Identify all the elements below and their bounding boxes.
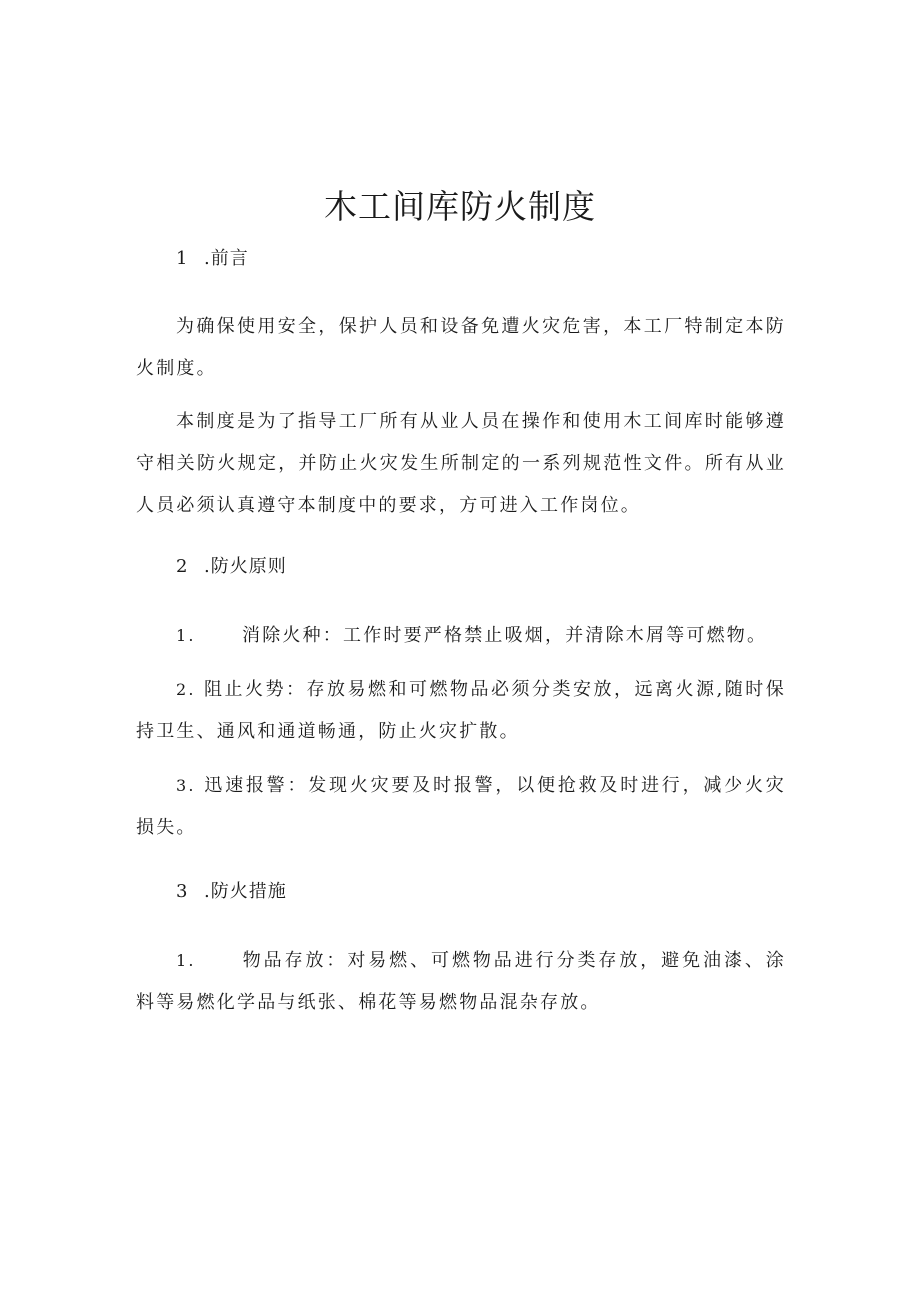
list-item-number: 2. (176, 680, 196, 699)
list-item (136, 615, 786, 657)
paragraph: 本制度是为了指导工厂所有从业人员在操作和使用木工间库时能够遵守相关防火规定，并防止火灾发生所制定的一系列规范性文件。所有从业人员必须认真遵守本制度中的要求，方可进入工作岗位。 (136, 411, 786, 516)
list-item-number: 1. (176, 951, 196, 970)
paragraph: 为确保使用安全，保护人员和设备免遭火灾危害，本工厂特制定本防火制度。 (136, 316, 786, 379)
section-heading-1 (176, 246, 249, 272)
section-title: .防火措施 (204, 881, 287, 902)
list-item (136, 669, 786, 753)
document-title: 木工间库防火制度 (324, 187, 596, 226)
list-item-text: 阻止火势：存放易燃和可燃物品必须分类安放，远离火源,随时保持卫生、通风和通道畅通，防止火灾扩散。 (136, 679, 786, 742)
list-item (136, 765, 786, 849)
section-number: 2 (176, 556, 189, 577)
list-item-number: 3. (176, 776, 196, 795)
section-title: .前言 (204, 248, 249, 269)
list-item-number: 1. (176, 626, 196, 645)
list-item-text: 物品存放：对易燃、可燃物品进行分类存放，避免油漆、涂料等易燃化学品与纸张、棉花等易燃物品混杂存放。 (136, 950, 786, 1013)
section-title: .防火原则 (204, 556, 287, 577)
section-number: 3 (176, 881, 189, 902)
section-number: 1 (176, 248, 189, 269)
section-heading-3 (176, 879, 287, 905)
list-item-text: 迅速报警：发现火灾要及时报警，以便抢救及时进行，减少火灾损失。 (136, 775, 786, 838)
list-item (136, 940, 786, 1024)
section-heading-2 (176, 554, 287, 580)
list-item-text: 消除火种：工作时要严格禁止吸烟，并清除木屑等可燃物。 (242, 625, 768, 646)
